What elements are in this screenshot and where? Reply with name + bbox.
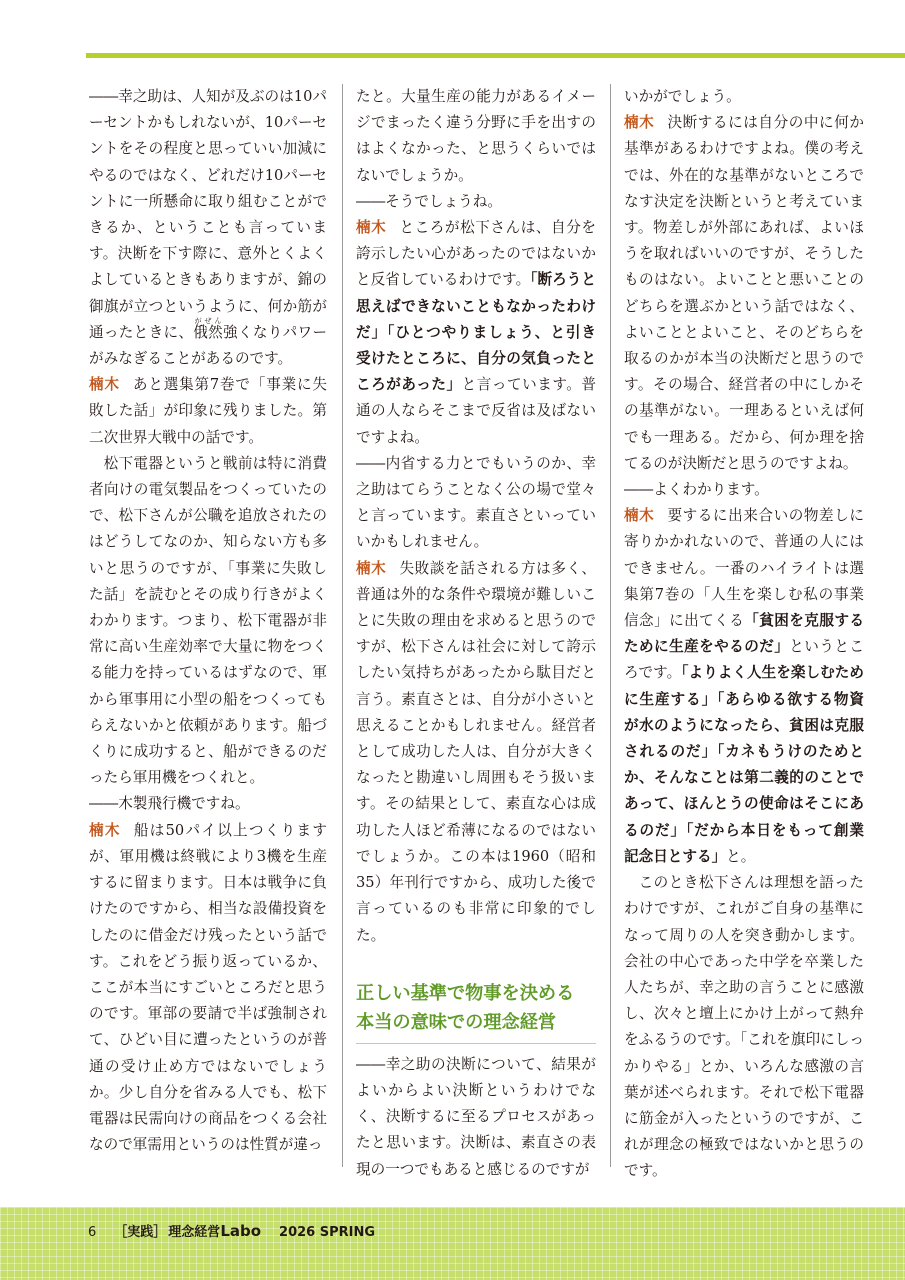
interviewer-line: ――そうでしょうね。 [356,192,502,210]
text: というところです。 [624,638,864,682]
footer-bracket: ［実践］ [114,1225,167,1240]
text: ところが松下さんは、自分を誇示したい心があったのではないかと反省しているわけです。 [356,219,596,289]
interviewer-line: いかがでしょう。 [624,88,741,105]
speaker-name: 楠木 [356,559,387,577]
column-divider [342,84,343,1167]
text: と言っています。普通の人ならそこまで反省は及ばないですよね。 [356,376,596,446]
text: 決断するには自分の中に何か基準があるわけですよね。僕の考えでは、外在的な基準がないところでなす決定を決断というと考えています。物差しが外部にあれば、よいほうを取ればいいのですが、そうしたものはない。よいことと悪いことのどちらを選ぶかという話ではなく、よいこととよいこと、そのどちらを取るのかが本当の決断だと思うのです。その場合、経営者の中にしかその基準がない。一理あるといえば何でも一理ある。だから、何か理を捨てるのが決断だと思うのですよね。 [624,114,864,472]
text: あと選集第7巻で「事業に失敗した話」が印象に残りました。第二次世界大戦中の話です。 [89,376,327,446]
page-number: 6 [88,1225,97,1240]
paragraph [89,372,327,451]
footer-text [88,1222,375,1242]
paragraph [356,215,596,451]
paragraph: このとき松下さんは理想を語ったわけですが、これがご自身の基準になって周りの人を突き動かします。会社の中心であった中学を卒業した人たちが、幸之助の言うことに感激し、次々と壇上にかけ上がって熱弁をふるうのです。「これを旗印にしっかりやる」とか、いろんな感激の言葉が述べられます。それで松下電器に筋金が入ったというのですが、これが理念の極致ではないかと思うのです。 [624,874,864,1180]
speaker-name: 楠木 [624,507,655,525]
column-divider [610,84,611,1167]
interviewer-line: ――よくわかります。 [624,481,769,499]
quote-bold: 「断ろうと思えばできないこともなかったわけだ」「ひとつやりましょう、と引き受けたところに、自分の気負ったところがあった」 [356,271,596,394]
text-column-3 [624,84,864,1180]
speaker-name: 楠木 [89,821,121,839]
magazine-title: 理念経営 [168,1225,221,1240]
section-heading [356,979,596,1044]
paragraph: たと。大量生産の能力があるイメージでまったく違う分野に手を出すのはよくなかった、と思うくらいではないでしょうか。 [356,88,596,184]
speaker-name: 楠木 [89,376,120,394]
paragraph [89,818,327,1159]
paragraph [356,556,596,949]
text: ――幸之助は、人知が及ぶのは10パーセントかもしれないが、10パーセントをその程度と思っていい加減にやるのではなく、どれだけ10パーセントに一所懸命に取り組むことができるか、ということも言っています。決断を下す際に、意外とくよくよしているときもありますが、錦の御旗が立つというように、何か筋が通ったときに、 [89,88,327,341]
footer-band [0,1207,905,1280]
text: 失敗談を話される方は多く、普通は外的な条件や環境が難しいことに失敗の理由を求めると思うのですが、松下さんは社会に対して誇示したい気持ちがあったから駄目だと言う。素直さとは、自分が小さいと思えることかもしれません。経営者として成功した人は、自分が大きくなったと勘違いし周囲もそう扱います。その結果として、素直な心は成功した人ほど希薄になるのではないでしょうか。この本は1960（昭和35）年刊行ですから、成功した後で言っているのも非常に印象的でした。 [356,559,596,944]
section-heading-line: 正しい基準で物事を決める [356,982,575,1004]
paragraph [624,110,864,477]
text: 船は50パイ以上つくりますが、軍用機は終戦により3機を生産するに留まります。日本は戦争に負けたのですから、相当な設備投資をしたのに借金だけ残ったという話です。これをどう振り返っているか、ここが本当にすごいところだと思うのです。軍部の要請で半ば強制されて、ひどい目に遭ったというのが普通の受け止め方ではないでしょうか。少し自分を省みる人でも、松下電器は民需向けの商品をつくる会社なので軍需用というのは性質が違っ [89,821,327,1154]
interviewer-line: ――幸之助の決断について、結果がよいからよい決断というわけでなく、決断するに至るプロセスがあったと思います。決断は、素直さの表現の一つでもあると感じるのですが [356,1055,596,1178]
quote-bold: 「貧困を克服するために生産をやるのだ」 [624,612,864,656]
speaker-name: 楠木 [624,114,655,132]
interviewer-line: ――内省する力とでもいうのか、幸之助はてらうことなく公の場で堂々と言っています。素直さといっていいかもしれません。 [356,454,596,551]
furigana [193,316,224,341]
text: 要するに出来合いの物差しに寄りかかれないので、普通の人にはできません。一番のハイライトは選集第7巻の「人生を楽しむ私の事業信念」に出てくる [624,507,864,630]
paragraph: 松下電器というと戦前は特に消費者向けの電気製品をつくっていたので、松下さんが公職を追放されたのはどうしてなのか、知らない方も多いと思うのですが、「事業に失敗した話」を読むとその成り行きがよくわかります。つまり、松下電器が非常に高い生産効率で大量に物をつくる能力を持っているはずなので、軍から軍事用に小型の船をつくってもらえないかと依頼があります。船づくりに成功すると、船ができるのだったら軍用機をつくれと。 [89,454,327,787]
text: 強くなりパワーがみなぎることがあるのです。 [89,323,327,368]
issue-label: 2026 SPRING [279,1225,376,1240]
text-column-2 [356,84,596,1180]
paragraph [89,84,327,372]
top-accent-rule [86,53,905,58]
ruby-text: がぜん [193,316,223,325]
interviewer-line: ――木製飛行機ですね。 [89,795,250,813]
magazine-title-labo: Labo [220,1222,262,1240]
section-heading-line: 本当の意味での理念経営 [356,1011,557,1033]
quote-bold: 「よりよく人生を楽しむために生産する」「あらゆる欲する物資が水のようになったら、貧困は克服されるのだ」「カネもうけのためとか、そんなことは第二義的のことであって、ほんとうの使命はそこにあるのだ」「だから本日をもって創業記念日とする」 [624,664,865,865]
text-column-1 [89,84,327,1180]
speaker-name: 楠木 [356,219,387,237]
text: と。 [726,847,756,865]
ruby-base: 俄然 [193,323,224,341]
paragraph [624,503,864,870]
